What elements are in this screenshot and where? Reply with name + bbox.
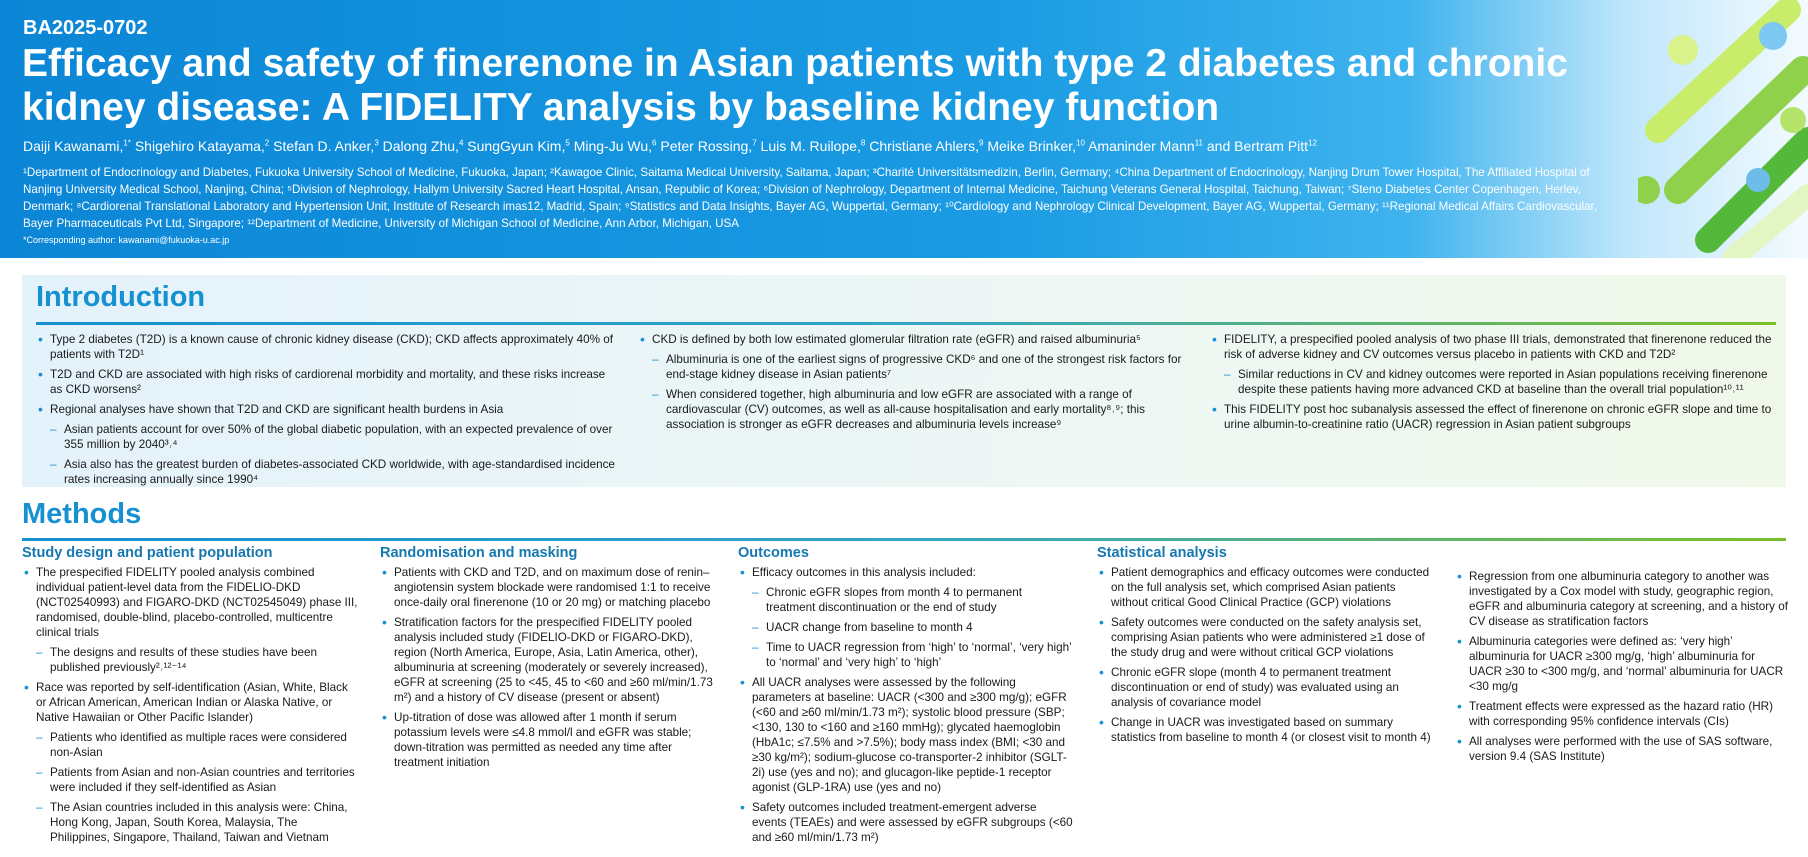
bullet-item: • Safety outcomes were conducted on the safety analysis set, comprising Asian patients who were administered ≥1 dose of the study drug and were without critical GCP violations bbox=[1097, 615, 1432, 660]
author-name: Meike Brinker, bbox=[987, 138, 1077, 154]
sub-bullet-item: – UACR change from baseline to month 4 bbox=[738, 620, 1073, 635]
bullet-item: • The prespecified FIDELITY pooled analysis combined individual patient-level data from the FIDELIO-DKD (NCT02540993) and FIGARO-DKD (NCT02545049) phase III, randomised, double-blind, placebo-controlled, multicentre clinical trials bbox=[22, 565, 358, 640]
author-affiliation-marker: 10 bbox=[1076, 138, 1085, 148]
author-name: Shigehiro Katayama, bbox=[134, 138, 265, 154]
bullet-item: • Chronic eGFR slope (month 4 to permanent treatment discontinuation or end of study) was evaluated using an analysis of covariance model bbox=[1097, 665, 1432, 710]
author-name: Amaninder Mann bbox=[1088, 138, 1195, 154]
bullet-item: • FIDELITY, a prespecified pooled analysis of two phase III trials, demonstrated that finerenone reduced the risk of adverse kidney and CV outcomes versus placebo in patients with CKD and T2D² bbox=[1210, 332, 1780, 362]
outcomes-heading: Outcomes bbox=[738, 545, 809, 561]
study-design-heading: Study design and patient population bbox=[22, 545, 273, 561]
author-affiliation-marker: 7 bbox=[752, 138, 757, 148]
sub-bullet-item: – Patients who identified as multiple races were considered non-Asian bbox=[22, 730, 358, 760]
bullet-item: • Regional analyses have shown that T2D and CKD are significant health burdens in Asia bbox=[36, 402, 616, 417]
introduction-divider bbox=[36, 322, 1776, 325]
bullet-item: • Up-titration of dose was allowed after 1 month if serum potassium levels were ≤4.8 mmol/l and eGFR was stable; down-titration was permitted as needed any time after treatment initiation bbox=[380, 710, 715, 770]
bullet-item: • Patient demographics and efficacy outcomes were conducted on the full analysis set, which comprised Asian patients without critical Good Clinical Practice (GCP) violations bbox=[1097, 565, 1432, 610]
author-name: Stefan D. Anker, bbox=[273, 138, 375, 154]
methods-column-study-design bbox=[22, 546, 358, 850]
sub-bullet-item: – Time to UACR regression from ‘high’ to ‘normal’, ‘very high’ to ‘normal’ and ‘very high’ to ‘high’ bbox=[738, 640, 1073, 670]
author-name: Dalong Zhu, bbox=[382, 138, 459, 154]
author-affiliation-marker: 4 bbox=[458, 138, 464, 148]
affiliations: ¹Department of Endocrinology and Diabetes, Fukuoka University School of Medicine, Fukuoka, Japan; ²Kawagoe Clinic, Saitama Medical University, Saitama, Japan; ³Charité Universitätsmedizin, Berlin, Germany; ⁴China Department of Endocrinology, Nanjing Drum Tower Hospital, The Affiliated Hospital of Nanjing University Medical School, Nanjing, China; ⁵Division of Nephrology, Hallym University Sacred Heart Hospital, Ansan, Republic of Korea; ⁶Division of Nephrology, Department of Internal Medicine, Taichung Veterans General Hospital, Taichung, Taiwan; ⁷Steno Diabetes Center Copenhagen, Herlev, Denmark; ⁸Cardiorenal Translational Laboratory and Hypertension Unit, Institute of Research imas12, Madrid, Spain; ⁹Statistics and Data Insights, Bayer AG, Wuppertal, Germany; ¹⁰Cardiology and Nephrology Clinical Development, Bayer AG, Wuppertal, Germany; ¹¹Regional Medical Affairs Cardiovascular, Bayer Pharmaceuticals Pvt Ltd, Singapore; ¹²Department of Medicine, University of Michigan School of Medicine, Ann Arbor, Michigan, USA bbox=[23, 166, 1597, 230]
sub-bullet-item: – Albuminuria is one of the earliest signs of progressive CKD⁶ and one of the strongest risk factors for end-stage kidney disease in Asian patients⁷ bbox=[638, 352, 1203, 382]
author-name: Peter Rossing, bbox=[660, 138, 753, 154]
sub-bullet-item: – When considered together, high albuminuria and low eGFR are associated with a range of cardiovascular (CV) outcomes, as well as all-cause hospitalisation and early mortality⁸˒⁹; this association is stronger as eGFR decreases and albuminuria levels increase⁹ bbox=[638, 387, 1203, 432]
poster-header bbox=[0, 0, 1808, 258]
bullet-item: • All UACR analyses were assessed by the following parameters at baseline: UACR (<300 and ≥300 mg/g); eGFR (<60 and ≥60 ml/min/1.73 m²); systolic blood pressure (SBP; <130, 130 to <160 and ≥160 mmHg); glycated haemoglobin (HbA1c; ≤7.5% and >7.5%); body mass index (BMI; <30 and ≥30 kg/m²); sodium-glucose co-transporter-2 inhibitor (SGLT-2i) use (yes and no); and glucagon-like peptide-1 receptor agonist (GLP-1RA) use (yes and no) bbox=[738, 675, 1073, 795]
bullet-item: • All analyses were performed with the use of SAS software, version 9.4 (SAS Institute) bbox=[1455, 734, 1790, 764]
sub-bullet-item: – Asian patients account for over 50% of the global diabetic population, with an expected prevalence of over 355 million by 2040³˒⁴ bbox=[36, 422, 616, 452]
randomisation-heading: Randomisation and masking bbox=[380, 545, 578, 561]
author-affiliation-marker: 8 bbox=[860, 138, 866, 148]
bullet-item: • CKD is defined by both low estimated glomerular filtration rate (eGFR) and raised albuminuria⁵ bbox=[638, 332, 1203, 347]
methods-column-outcomes bbox=[738, 546, 1073, 850]
sub-bullet-item: – The Asian countries included in this analysis were: China, Hong Kong, Japan, South Korea, Malaysia, The Philippines, Singapore, Thailand, Taiwan and Vietnam bbox=[22, 800, 358, 845]
bullet-item: • Treatment effects were expressed as the hazard ratio (HR) with corresponding 95% confidence intervals (CIs) bbox=[1455, 699, 1790, 729]
methods-column-statistics-continued bbox=[1455, 569, 1790, 769]
bullet-item: • Stratification factors for the prespecified FIDELITY pooled analysis included study (FIDELIO-DKD or FIGARO-DKD), region (North America, Europe, Asia, Latin America, other), albuminuria at screening (moderately or severely increased), eGFR at screening (25 to <45, 45 to <60 and ≥60 ml/min/1.73 m²) and a history of CV disease (present or absent) bbox=[380, 615, 715, 705]
bullet-item: • T2D and CKD are associated with high risks of cardiorenal morbidity and mortality, and these risks increase as CKD worsens² bbox=[36, 367, 616, 397]
author-affiliation-marker: 6 bbox=[652, 138, 657, 148]
methods-divider bbox=[22, 538, 1786, 541]
author-affiliation-marker: 2 bbox=[264, 138, 270, 148]
author-affiliation-marker: 5 bbox=[565, 138, 570, 148]
author-affiliation-marker: 1* bbox=[123, 138, 131, 148]
methods-column-statistics bbox=[1097, 546, 1432, 750]
bullet-item: • Patients with CKD and T2D, and on maximum dose of renin–angiotensin system blockade were randomised 1:1 to receive once-daily oral finerenone (10 or 20 mg) or matching placebo bbox=[380, 565, 715, 610]
introduction-title: Introduction bbox=[36, 281, 206, 313]
author-affiliation-marker: 9 bbox=[978, 138, 984, 148]
methods-title: Methods bbox=[22, 498, 142, 530]
bullet-item: • Safety outcomes included treatment-emergent adverse events (TEAEs) and were assessed by eGFR subgroups (<60 and ≥60 ml/min/1.73 m²) bbox=[738, 800, 1073, 845]
sub-bullet-item: – Similar reductions in CV and kidney outcomes were reported in Asian populations receiving finerenone despite these patients having more advanced CKD at baseline than the overall trial population¹⁰˒¹¹ bbox=[1210, 367, 1780, 397]
sub-bullet-item: – Asia also has the greatest burden of diabetes-associated CKD worldwide, with age-standardised incidence rates increasing annually since 1990⁴ bbox=[36, 457, 616, 487]
sub-bullet-item: – Patients from Asian and non-Asian countries and territories were included if they self-identified as Asian bbox=[22, 765, 358, 795]
author-name: Christiane Ahlers, bbox=[869, 138, 979, 154]
author-list bbox=[23, 138, 1663, 154]
author-name: Daiji Kawanami, bbox=[23, 138, 124, 154]
author-affiliation-marker: 12 bbox=[1308, 138, 1317, 148]
author-name: Luis M. Ruilope, bbox=[760, 138, 861, 154]
author-name: SungGyun Kim, bbox=[467, 138, 566, 154]
poster-title: Efficacy and safety of finerenone in Asian patients with type 2 diabetes and chronic kidney disease: A FIDELITY analysis by baseline kidney function bbox=[22, 42, 1568, 129]
corresponding-author: *Corresponding author: kawanami@fukuoka-u.ac.jp bbox=[23, 235, 230, 245]
decorative-capsules-graphic bbox=[1638, 0, 1808, 258]
bullet-item: • Albuminuria categories were defined as: ‘very high’ albuminuria for UACR ≥300 mg/g, ‘high’ albuminuria for UACR ≥30 to <300 mg/g, and ‘normal’ albuminuria for UACR <30 mg/g bbox=[1455, 634, 1790, 694]
introduction-section bbox=[22, 275, 1786, 487]
intro-column-1 bbox=[36, 332, 616, 492]
author-name: Ming-Ju Wu, bbox=[573, 138, 653, 154]
bullet-item: • This FIDELITY post hoc subanalysis assessed the effect of finerenone on chronic eGFR slope and time to urine albumin-to-creatinine ratio (UACR) regression in Asian patient subgroups bbox=[1210, 402, 1780, 432]
sub-bullet-item: – The designs and results of these studies have been published previously²˒¹²⁻¹⁴ bbox=[22, 645, 358, 675]
methods-column-randomisation bbox=[380, 546, 715, 775]
bullet-item: • Efficacy outcomes in this analysis included: bbox=[738, 565, 1073, 580]
author-affiliation-marker: 11 bbox=[1194, 138, 1203, 148]
bullet-item: • Type 2 diabetes (T2D) is a known cause of chronic kidney disease (CKD); CKD affects approximately 40% of patients with T2D¹ bbox=[36, 332, 616, 362]
statistical-analysis-heading: Statistical analysis bbox=[1097, 545, 1227, 561]
bullet-item: • Regression from one albuminuria category to another was investigated by a Cox model with study, geographic region, eGFR and albuminuria category at screening, and a history of CV disease as stratification factors bbox=[1455, 569, 1790, 629]
author-affiliation-marker: 3 bbox=[374, 138, 379, 148]
intro-column-3 bbox=[1210, 332, 1780, 437]
bullet-item: • Change in UACR was investigated based on summary statistics from baseline to month 4 (or closest visit to month 4) bbox=[1097, 715, 1432, 745]
author-name: and Bertram Pitt bbox=[1206, 138, 1309, 154]
sub-bullet-item: – Chronic eGFR slopes from month 4 to permanent treatment discontinuation or the end of study bbox=[738, 585, 1073, 615]
bullet-item: • Race was reported by self-identification (Asian, White, Black or African American, American Indian or Alaska Native, or Native Hawaiian or Other Pacific Islander) bbox=[22, 680, 358, 725]
intro-column-2 bbox=[638, 332, 1203, 437]
poster-id: BA2025-0702 bbox=[23, 17, 148, 39]
